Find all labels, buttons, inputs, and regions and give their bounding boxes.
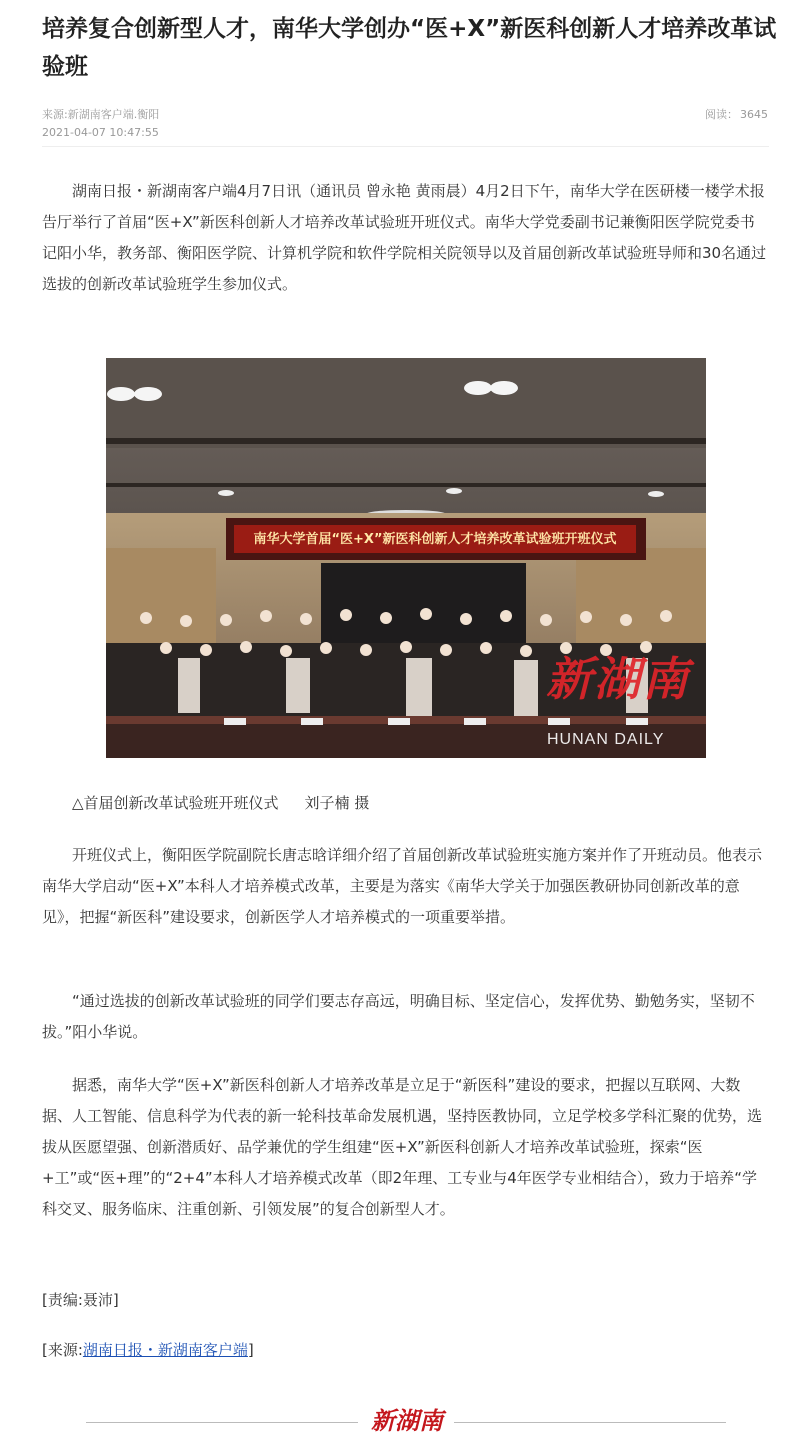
footer-logo[interactable]: 新湖南 [371,1406,443,1435]
publish-date: 2021-04-07 10:47:55 [42,126,159,139]
article-photo[interactable] [106,358,706,758]
paragraph-4: 据悉，南华大学“医+X”新医科创新人才培养改革是立足于“新医科”建设的要求，把握以互联网、大数据、人工智能、信息科学为代表的新一轮科技革命发展机遇，坚持医教协同，立足学校多学科汇聚的优势，选拔从医愿望强、创新潜质好、品学兼优的学生组建“医+X”新医科创新人才培养改革试验班，探索“医+工”或“医+理”的“2+4”本科人才培养模式改革（即2年理、工专业与4年医学专业相结合），致力于培养“学科交叉、服务临床、注重创新、引领发展”的复合创新型人才。 [42,1076,763,1218]
read-count-label: 阅读： [705,108,738,121]
footer-divider-right [454,1422,726,1423]
caption-text: △首届创新改革试验班开班仪式 [72,794,279,812]
paragraph-2: 开班仪式上，衡阳医学院副院长唐志晗详细介绍了首届创新改革试验班实施方案并作了开班动员。他表示南华大学启动“医+X”本科人才培养模式改革，主要是为落实《南华大学关于加强医教研协同创新改革的意见》，把握“新医科”建设要求，创新医学人才培养模式的一项重要举措。 [42,846,763,926]
paragraph-3: “通过选拔的创新改革试验班的同学们要志存高远，明确目标、坚定信心，发挥优势、勤勉务实，坚韧不拔。”阳小华说。 [42,992,755,1041]
photo-caption [42,788,767,819]
read-count [703,106,768,124]
photo-watermark-logo: 新湖南 [546,652,690,706]
meta-divider [42,146,769,147]
source-suffix: ] [247,1341,254,1359]
source-prefix: [来源: [42,1341,83,1359]
editor-line: [责编:聂沛] [42,1291,119,1309]
article-meta [42,106,159,142]
footer-divider-left [86,1422,358,1423]
source-line: 来源:新湖南客户端.衡阳 [42,108,160,121]
read-count-value: 3645 [740,108,768,121]
photo-banner-text: 南华大学首届“医+X”新医科创新人才培养改革试验班开班仪式 [253,532,617,547]
article-title: 培养复合创新型人才，南华大学创办“医+X”新医科创新人才培养改革试验班 [42,16,777,80]
photo-watermark-text: HUNAN DAILY [547,731,665,748]
caption-credit: 刘子楠 摄 [304,794,370,812]
paragraph-1: 湖南日报・新湖南客户端4月7日讯（通讯员 曾永艳 黄雨晨）4月2日下午，南华大学在医研楼一楼学术报告厅举行了首届“医+X”新医科创新人才培养改革试验班开班仪式。南华大学党委副书记兼衡阳医学院党委书记阳小华，教务部、衡阳医学院、计算机学院和软件学院相关院领导以及首届创新改革试验班导师和30名通过选拔的创新改革试验班学生参加仪式。 [42,182,767,293]
source-link[interactable]: 湖南日报・新湖南客户端 [82,1341,248,1359]
source-attribution [42,1335,254,1366]
